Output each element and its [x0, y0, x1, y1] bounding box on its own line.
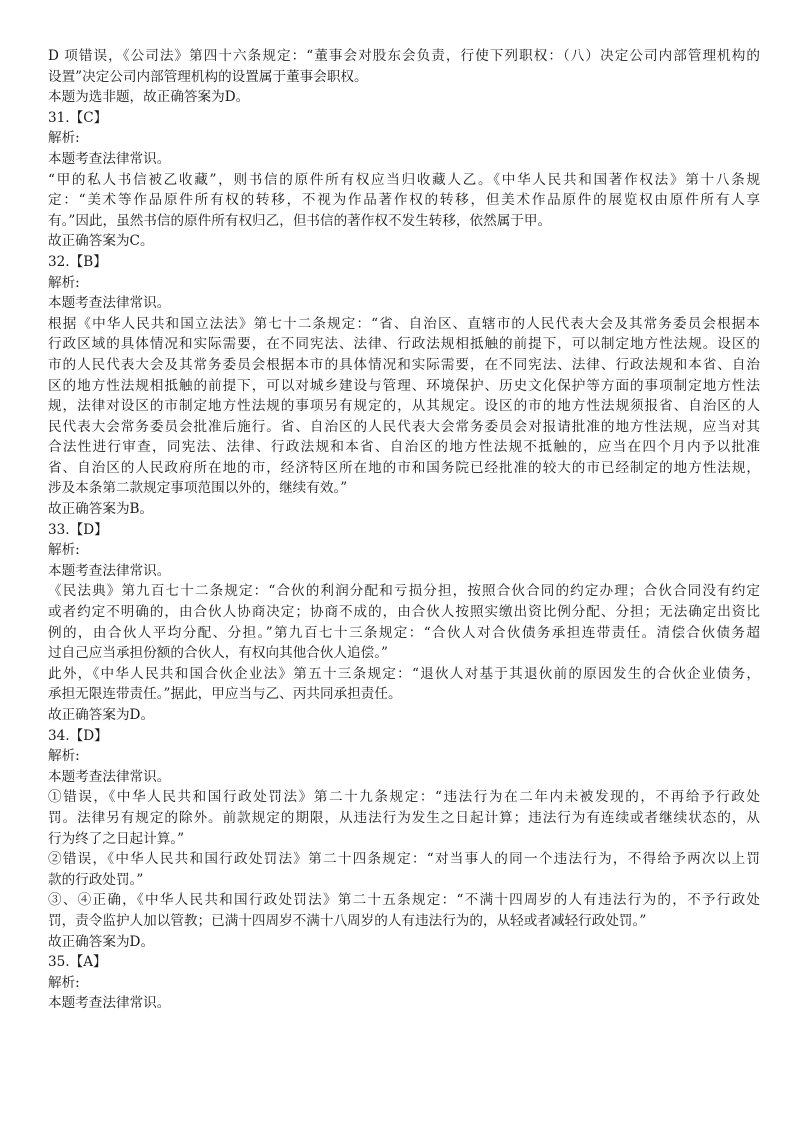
text-line: 故正确答案为B。: [48, 501, 154, 518]
text-line: 31.【C】: [48, 109, 108, 126]
document-body: [48, 46, 760, 1014]
text-line: 款的行政处罚。”: [48, 871, 144, 888]
text-line: 有。”因此，虽然书信的原件所有权归乙，但书信的著作权不发生转移，依然属于甲。: [48, 212, 552, 229]
text-line: 市的人民代表大会及其常务委员会根据本市的具体情况和实际需要，在不同宪法、法律、行政法规和本省、自治: [48, 356, 760, 373]
text-line: 34.【D】: [48, 727, 108, 744]
text-line: 35.【A】: [48, 954, 107, 971]
text-line: ③、④正确，《中华人民共和国行政处罚法》第二十五条规定：“不满十四周岁的人有违法行为的，不予行政处: [48, 892, 760, 909]
text-line: 设置”决定公司内部管理机构的设置属于董事会职权。: [48, 68, 368, 85]
text-line: 解析:: [48, 130, 80, 147]
text-line: 此外，《中华人民共和国合伙企业法》第五十三条规定：“退伙人对基于其退伙前的原因发生的合伙企业债务，: [48, 665, 760, 682]
text-line: 32.【B】: [48, 253, 107, 270]
text-line: 解析:: [48, 542, 80, 559]
text-line: D 项错误，《公司法》第四十六条规定：“董事会对股东会负责，行使下列职权：（八）决定公司内部管理机构的: [48, 48, 760, 64]
text-line: 本题考查法律常识。: [48, 295, 171, 312]
text-line: 故正确答案为C。: [48, 233, 154, 250]
text-line: 行政区域的具体情况和实际需要，在不同宪法、法律、行政法规相抵触的前提下，可以制定地方性法规。设区的: [48, 336, 760, 353]
text-line: 《民法典》第九百七十二条规定：“合伙的利润分配和亏损分担，按照合伙合同的约定办理；合伙合同没有约定: [48, 583, 760, 600]
text-line: 故正确答案为D。: [48, 933, 155, 950]
text-line: 根据《中华人民共和国立法法》第七十二条规定：“省、自治区、直辖市的人民代表大会及其常务委员会根据本: [48, 315, 760, 332]
text-line: 33.【D】: [48, 521, 108, 538]
text-line: 或者约定不明确的，由合伙人协商决定；协商不成的，由合伙人按照实缴出资比例分配、分担；无法确定出资比: [48, 604, 760, 621]
text-line: 故正确答案为D。: [48, 707, 155, 723]
text-line: 规，法律对设区的市制定地方性法规的事项另有规定的，从其规定。设区的市的地方性法规须报省、自治区的人: [48, 398, 760, 415]
text-line: 省、自治区的人民政府所在地的市，经济特区所在地的市和国务院已经批准的较大的市已经制定的地方性法规，: [48, 459, 760, 476]
text-line: 本题为选非题，故正确答案为D。: [48, 89, 250, 106]
text-line: ②错误，《中华人民共和国行政处罚法》第二十四条规定：“对当事人的同一个违法行为，不得给予两次以上罚: [48, 851, 760, 868]
text-line: 本题考查法律常识。: [48, 768, 171, 785]
text-line: 合法性进行审查，同宪法、法律、行政法规和本省、自治区的地方性法规不抵触的，应当在四个月内予以批准: [48, 439, 760, 456]
text-line: 涉及本条第二款规定事项范围以外的，继续有效。”: [48, 480, 348, 497]
text-line: 民代表大会常务委员会批准后施行。省、自治区的人民代表大会常务委员会对报请批准的地方性法规，应当对其: [48, 418, 760, 435]
text-line: 定：“美术等作品原件所有权的转移，不视为作品著作权的转移，但美术作品原件的展览权由原件所有人享: [48, 192, 760, 209]
text-line: 解析:: [48, 748, 80, 765]
text-line: 例的，由合伙人平均分配、分担。”第九百七十三条规定：“合伙人对合伙债务承担连带责任。清偿合伙债务超: [48, 624, 760, 641]
text-line: 解析:: [48, 974, 80, 991]
text-line: 本题考查法律常识。: [48, 995, 171, 1012]
text-line: 行为终了之日起计算。”: [48, 830, 185, 847]
text-line: 罚，责令监护人加以管教；已满十四周岁不满十八周岁的人有违法行为的，从轻或者减轻行政处罚。”: [48, 912, 647, 929]
text-line: 解析:: [48, 274, 80, 291]
text-line: 区的地方性法规相抵触的前提下，可以对城乡建设与管理、环境保护、历史文化保护等方面的事项制定地方性法: [48, 377, 760, 394]
text-line: 过自己应当承担份额的合伙人，有权向其他合伙人追偿。”: [48, 645, 388, 662]
text-line: 本题考查法律常识。: [48, 150, 171, 167]
text-line: 罚。法律另有规定的除外。前款规定的期限，从违法行为发生之日起计算；违法行为有连续或者继续状态的，从: [48, 809, 760, 826]
text-line: “甲的私人书信被乙收藏”，则书信的原件所有权应当归收藏人乙。《中华人民共和国著作权法》第十八条规: [48, 171, 760, 188]
text-line: ①错误，《中华人民共和国行政处罚法》第二十九条规定：“违法行为在二年内未被发现的，不再给予行政处: [48, 789, 760, 806]
text-line: 承担无限连带责任。”据此，甲应当与乙、丙共同承担责任。: [48, 686, 402, 703]
text-line: 本题考查法律常识。: [48, 562, 171, 579]
